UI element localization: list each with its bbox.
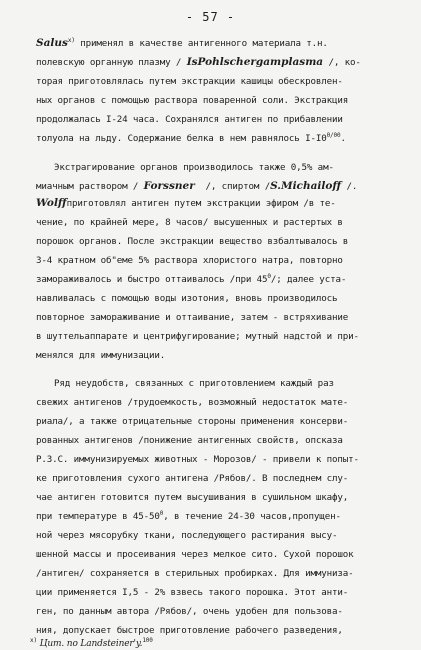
typed-text: торая приготовлялась путем экстракции кашицы обескровлен- xyxy=(36,76,343,87)
typed-text: продолжалась I-24 часа. Сохранялся антиген по прибавлении xyxy=(36,114,343,125)
typed-text: /, спиртом / xyxy=(194,181,271,192)
text-line xyxy=(36,198,336,209)
text-line xyxy=(36,133,346,144)
superscript: 0 xyxy=(159,509,164,517)
text-line xyxy=(36,293,337,304)
page-number: - 57 - xyxy=(185,10,236,24)
superscript: 0/00 xyxy=(326,131,341,139)
text-line xyxy=(36,255,343,266)
typed-text: /антиген/ сохраняется в стерильных пробирках. Для иммуниза- xyxy=(36,568,354,579)
superscript: 0 xyxy=(267,272,271,280)
typed-text: 3-4 кратном об"еме 5% раствора хлористого натра, повторно xyxy=(36,255,343,266)
footnote-text: Цит. по Landsteiner'y. xyxy=(36,639,143,649)
typed-text: ген, по данным автора /Рябов/, очень удобен для пользова- xyxy=(36,606,343,617)
handwritten-name: S.Michailoff xyxy=(270,180,342,192)
typed-text: свежих антигенов /трудоемкость, возможный недостаток мате- xyxy=(36,397,349,408)
typed-text: /, ко- xyxy=(323,57,361,68)
text-line xyxy=(36,416,348,427)
typed-text: рованных антигенов /понижение антигенных свойств, опсказа xyxy=(36,435,343,446)
superscript: x) xyxy=(30,636,37,644)
typed-text: при температуре в 45-50 xyxy=(36,511,160,522)
typed-text: Р.З.С. иммунизируемых животных - Морозов/ - привели к попыт- xyxy=(36,454,359,465)
typed-text: ной через мясорубку ткани, последующего растирания высу- xyxy=(36,530,338,541)
superscript: x) xyxy=(67,36,75,44)
typed-text: /. xyxy=(341,181,358,192)
text-line xyxy=(54,162,334,173)
text-line xyxy=(36,473,348,484)
typed-text: риала/, а также отрицательные стороны применения консерви- xyxy=(36,416,349,427)
text-line xyxy=(36,350,165,361)
typed-text: ных органов с помощью раствора поваренной соли. Экстракция xyxy=(36,95,349,106)
typed-text: Ряд неудобств, связанных с приготовлением каждый раз xyxy=(54,378,334,389)
typed-text: /; далее уста- xyxy=(270,274,347,285)
handwritten-name: IsPohlschergamplasma xyxy=(186,56,324,68)
typed-text: повторное замораживание и оттаивание, затем - встряхивание xyxy=(36,312,349,323)
typed-text: менялся для иммунизации. xyxy=(36,350,166,361)
text-line xyxy=(36,95,348,106)
typed-text: применял в качестве антигенного материала т.н. xyxy=(74,38,328,49)
typed-text: навливалась с помощью воды изотония, вновь производилось xyxy=(36,293,338,304)
text-line xyxy=(36,606,343,617)
typed-text: ции применяется I,5 - 2% взвесь такого порошка. Этот анти- xyxy=(36,587,349,598)
typed-text: ке приготовления сухого антигена /Рябов/. В последнем слу- xyxy=(36,473,349,484)
text-line xyxy=(36,57,361,68)
typed-text: порошок органов. После экстракции вещество взбалтывалось в xyxy=(36,236,349,247)
typed-text: . xyxy=(340,133,346,144)
text-line xyxy=(36,312,348,323)
text-line xyxy=(36,435,343,446)
typed-text: чае антиген готовится путем высушивания в сушильном шкафу, xyxy=(36,492,349,503)
typed-text: ния, допускает быстрое приготовление рабочего разведения, xyxy=(36,625,343,636)
text-line xyxy=(36,625,343,636)
text-line xyxy=(36,236,348,247)
typed-text: Экстрагирование органов производилось также 0,5% ам- xyxy=(54,162,334,173)
text-line xyxy=(54,378,334,389)
text-line xyxy=(36,587,348,598)
text-line xyxy=(36,568,354,579)
typed-text: полевскую органную плазму / xyxy=(36,57,187,68)
text-line xyxy=(36,274,346,285)
typed-text: толуола на льду. Содержание белка в нем равнялось I-I0 xyxy=(36,133,327,144)
text-line xyxy=(36,76,343,87)
typed-text: замораживалось и быстро оттаивалось /при 45 xyxy=(36,274,268,285)
handwritten-name: Forssner xyxy=(143,180,195,192)
typed-text: приготовлял антиген путем экстракции эфиром /в те- xyxy=(66,198,336,209)
typed-text: чение, по крайней мере, 8 часов/ высушенных и растертых в xyxy=(36,217,343,228)
footnote-line xyxy=(30,638,153,650)
text-line xyxy=(36,331,359,342)
text-line xyxy=(36,114,343,125)
text-line xyxy=(36,397,348,408)
handwritten-name: Salus xyxy=(36,37,68,49)
text-line xyxy=(36,38,328,49)
text-line xyxy=(36,217,343,228)
handwritten-name: Wolff xyxy=(36,197,67,209)
text-line xyxy=(36,492,348,503)
text-line xyxy=(36,511,341,522)
text-line xyxy=(36,181,357,192)
typed-text: миачным раствором / xyxy=(36,181,144,192)
text-line xyxy=(36,454,359,465)
superscript: 100 xyxy=(142,636,153,644)
text-line xyxy=(36,530,337,541)
typed-text: в шуттельаппарате и центрифугирование; мутный надстой и при- xyxy=(36,331,359,342)
typed-text: шенной массы и просеивания через мелкое сито. Сухой порошок xyxy=(36,549,354,560)
typed-text: , в течение 24-30 часов,пропущен- xyxy=(163,511,341,522)
text-line xyxy=(36,549,354,560)
